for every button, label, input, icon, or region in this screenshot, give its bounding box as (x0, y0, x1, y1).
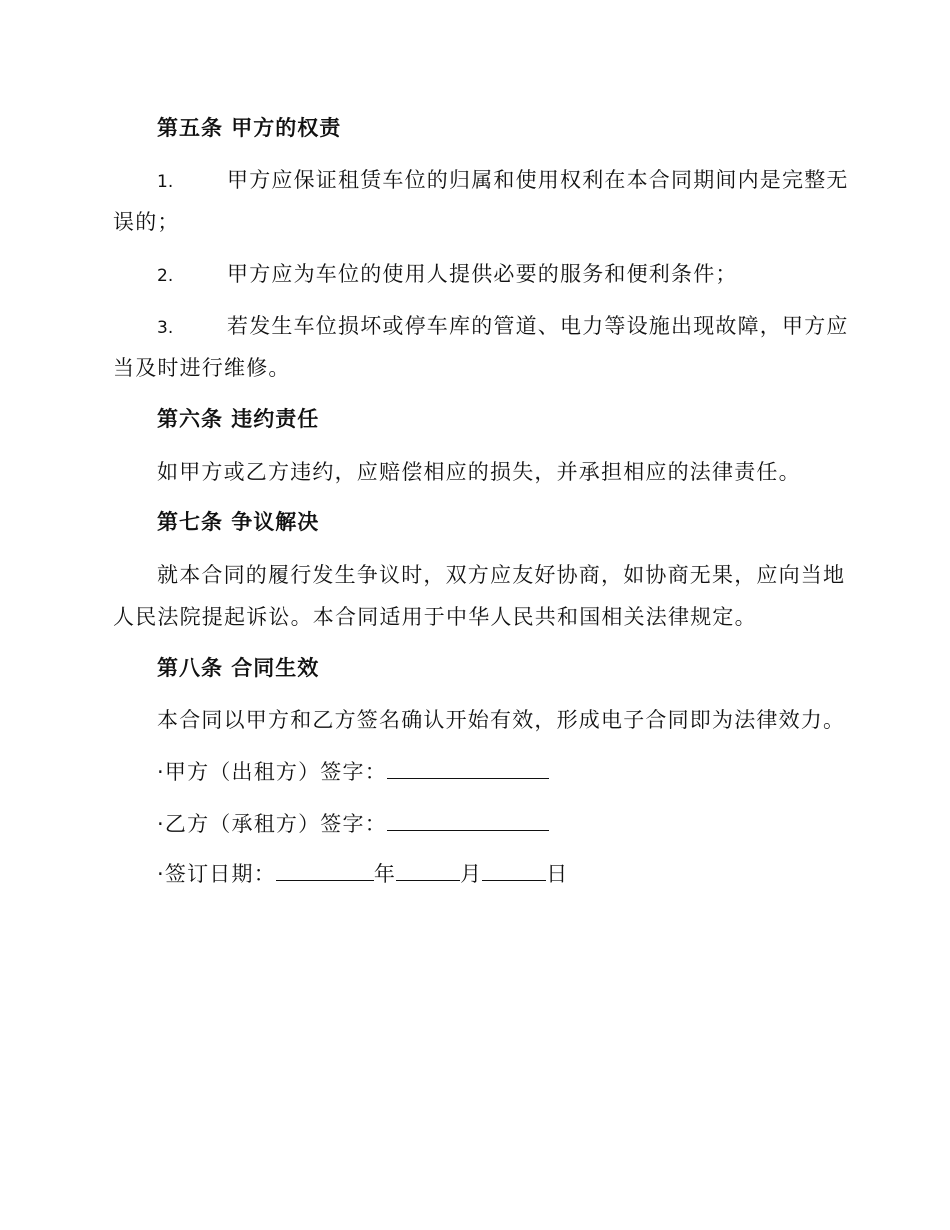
article5-item-1-number: 1. (157, 172, 174, 192)
month-label: 月 (460, 862, 483, 886)
article7-text-line1: 就本合同的履行发生争议时，双方应友好协商，如协商无果，应向当地 (157, 563, 846, 587)
article8-text: 本合同以甲方和乙方签名确认开始有效，形成电子合同即为法律效力。 (157, 708, 846, 732)
article5-item-1-continuation: 误的； (113, 210, 180, 234)
article7-text-line2: 人民法院提起诉讼。本合同适用于中华人民共和国相关法律规定。 (113, 605, 757, 629)
article7-heading: 第七条 争议解决 (157, 510, 320, 534)
party-b-signature-blank (387, 810, 549, 831)
party-a-signature-blank (387, 758, 549, 779)
party-a-label: 甲方（出租方）签字： (164, 760, 387, 784)
article8-heading: 第八条 合同生效 (157, 656, 320, 680)
article5-item-2-text: 甲方应为车位的使用人提供必要的服务和便利条件； (227, 262, 738, 286)
article5-item-3-continuation: 当及时进行维修。 (113, 356, 291, 380)
signing-date-line (157, 860, 569, 888)
article5-item-2-number: 2. (157, 266, 174, 286)
article6-heading: 第六条 违约责任 (157, 407, 320, 431)
article6-text: 如甲方或乙方违约，应赔偿相应的损失，并承担相应的法律责任。 (157, 460, 801, 484)
year-blank (276, 860, 374, 881)
day-blank (482, 860, 546, 881)
bullet: · (157, 812, 165, 836)
article5-item-2 (157, 260, 738, 290)
bullet: · (157, 862, 165, 886)
article5-item-1 (157, 166, 849, 196)
article5-item-3-number: 3. (157, 318, 174, 338)
year-label: 年 (373, 862, 397, 886)
party-b-signature-line (157, 810, 549, 838)
date-label: 签订日期： (164, 862, 276, 886)
day-label: 日 (546, 862, 569, 886)
article5-item-3 (157, 312, 849, 342)
bullet: · (157, 760, 165, 784)
article5-item-1-text: 甲方应保证租赁车位的归属和使用权利在本合同期间内是完整无 (227, 168, 849, 192)
party-a-signature-line (157, 758, 549, 786)
article5-heading: 第五条 甲方的权责 (157, 116, 342, 140)
article5-item-3-text: 若发生车位损坏或停车库的管道、电力等设施出现故障，甲方应 (227, 314, 849, 338)
party-b-label: 乙方（承租方）签字： (164, 812, 387, 836)
month-blank (396, 860, 460, 881)
